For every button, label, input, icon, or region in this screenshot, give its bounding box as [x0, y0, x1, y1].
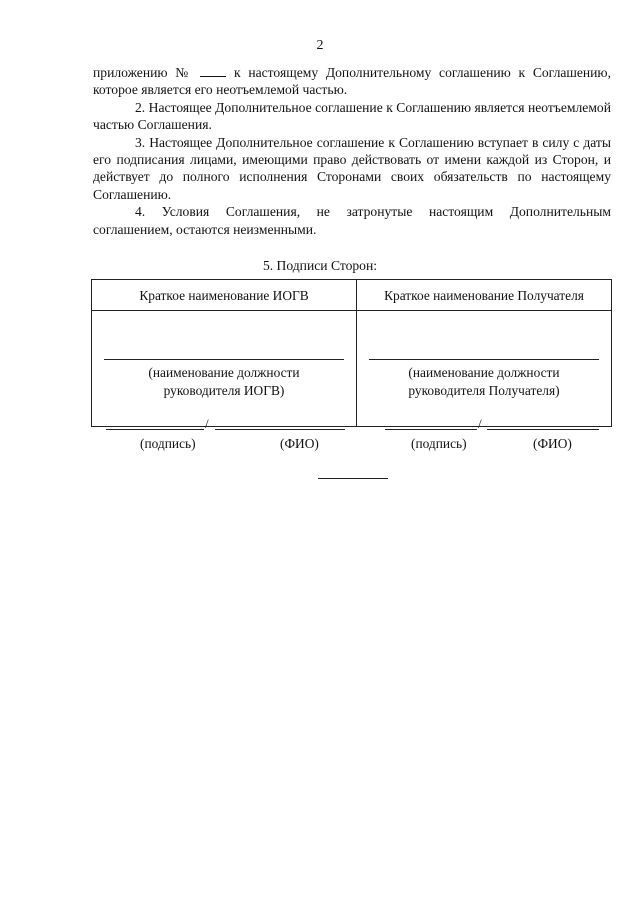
paragraph-1-continuation	[93, 64, 611, 99]
right-party-header: Краткое наименование Получателя	[357, 280, 611, 311]
paragraph-2: 2. Настоящее Дополнительное соглашение к Соглашению является неотъемлемой частью Соглашения.	[93, 99, 611, 133]
right-position-line	[369, 359, 599, 360]
right-name-label: (ФИО)	[533, 436, 572, 451]
page-number: 2	[316, 38, 324, 53]
right-party-signature-block	[357, 311, 611, 451]
annex-number-blank	[200, 64, 226, 77]
paragraph-1-suffix: к настоящему Дополнительному соглашению к Соглашению, которое является его неотъемлемой частью.	[93, 65, 611, 98]
right-position-caption	[357, 364, 611, 400]
right-signature-label: (подпись)	[411, 436, 467, 451]
paragraph-3: 3. Настоящее Дополнительное соглашение к Соглашению вступает в силу с даты его подписания лицами, имеющими право действовать от имени каждой из Сторон, и действует до полного исполнения Сторонами своих обязательств по настоящему Соглашению.	[93, 134, 611, 202]
right-position-line1: (наименование должности	[408, 365, 560, 380]
left-signature-row	[106, 416, 342, 432]
left-name-label: (ФИО)	[280, 436, 319, 451]
left-signature-label: (подпись)	[140, 436, 196, 451]
end-of-document-rule	[318, 478, 388, 479]
left-party-signature-block	[92, 311, 357, 451]
left-signature-line	[106, 429, 204, 430]
right-position-line2: руководителя Получателя)	[408, 383, 560, 398]
left-position-line1: (наименование должности	[148, 365, 300, 380]
left-position-line	[104, 359, 344, 360]
paragraph-4: 4. Условия Соглашения, не затронутые настоящим Дополнительным соглашением, остаются неизменными.	[93, 204, 611, 237]
left-name-line	[215, 429, 345, 430]
signatures-table	[91, 279, 612, 451]
right-name-line	[487, 429, 599, 430]
right-signature-slash: /	[478, 416, 482, 431]
signatures-heading: 5. Подписи Сторон:	[262, 258, 378, 273]
left-position-caption	[92, 364, 356, 400]
right-signature-row	[371, 416, 597, 432]
paragraph-1-prefix: приложению №	[93, 65, 201, 80]
left-signature-slash: /	[205, 416, 209, 431]
right-signature-line	[385, 429, 477, 430]
left-position-line2: руководителя ИОГВ)	[163, 383, 285, 398]
left-party-header: Краткое наименование ИОГВ	[92, 280, 357, 311]
document-body	[93, 64, 611, 238]
